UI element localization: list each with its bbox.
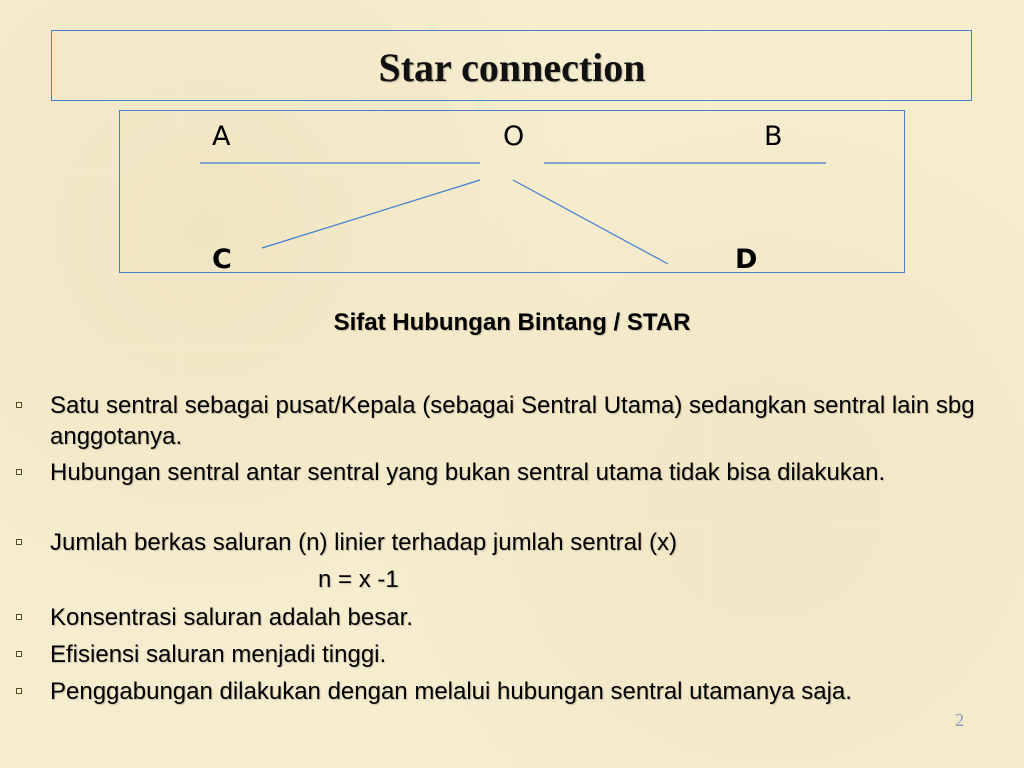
bullet-item	[50, 602, 1010, 633]
line-o-d	[513, 180, 668, 264]
bullet-text: Satu sentral sebagai pusat/Kepala (sebagai Sentral Utama) sedangkan sentral lain sbg anggotanya.	[50, 392, 975, 450]
bullet-item	[50, 527, 1010, 558]
slide-subtitle: Sifat Hubungan Bintang / STAR	[333, 309, 691, 336]
square-bullet-icon	[16, 688, 22, 694]
bullet-text: Jumlah berkas saluran (n) linier terhadap jumlah sentral (x)	[50, 529, 677, 556]
node-b: B	[764, 121, 783, 152]
bullet-text: Efisiensi saluran menjadi tinggi.	[50, 641, 387, 668]
slide-title: Star connection	[378, 45, 646, 90]
page-number: 2	[955, 710, 964, 730]
formula: n = x -1	[318, 566, 399, 593]
square-bullet-icon	[16, 614, 22, 620]
line-o-c	[262, 180, 480, 248]
node-o: O	[503, 121, 525, 152]
bullet-item	[50, 676, 1010, 707]
square-bullet-icon	[16, 402, 22, 408]
bullet-text: Penggabungan dilakukan dengan melalui hubungan sentral utamanya saja.	[50, 678, 852, 705]
square-bullet-icon	[16, 539, 22, 545]
node-d: D	[735, 244, 758, 275]
square-bullet-icon	[16, 469, 22, 475]
bullet-item	[50, 390, 1010, 452]
bullet-text: Konsentrasi saluran adalah besar.	[50, 604, 413, 631]
square-bullet-icon	[16, 651, 22, 657]
node-a: A	[212, 121, 231, 152]
node-c: C	[212, 244, 232, 275]
bullet-item	[50, 457, 1010, 488]
bullet-text: Hubungan sentral antar sentral yang bukan sentral utama tidak bisa dilakukan.	[50, 459, 886, 486]
bullet-item	[50, 639, 1010, 670]
